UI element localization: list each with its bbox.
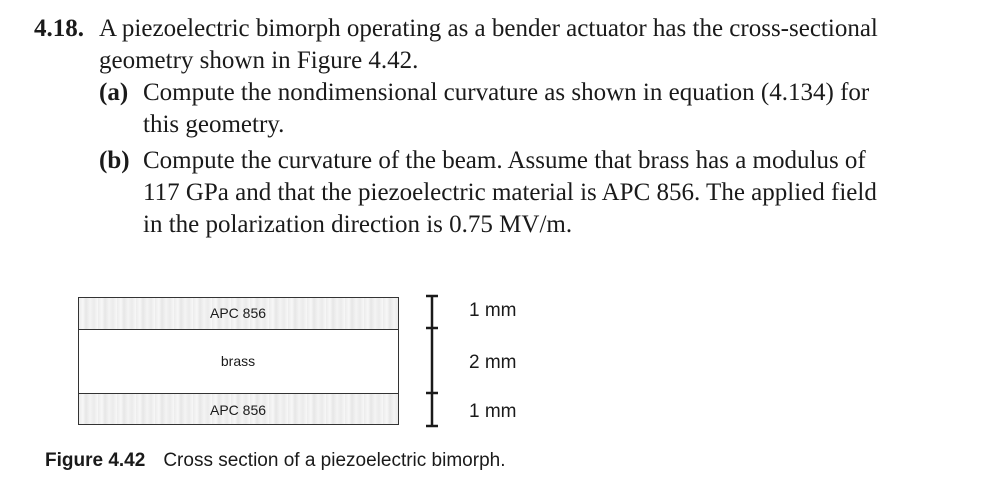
thickness-label-brass: 2 mm xyxy=(469,352,517,373)
layer-label-apc-bottom: APC 856 xyxy=(209,402,267,418)
part-b-line-1: Compute the curvature of the beam. Assume that brass has a modulus of xyxy=(143,147,866,174)
problem-number: 4.18. xyxy=(34,15,84,42)
problem-intro-line-2: geometry shown in Figure 4.42. xyxy=(99,47,419,74)
problem-intro-line-1: A piezoelectric bimorph operating as a bender actuator has the cross-sectional xyxy=(99,15,878,42)
part-b-line-2: 117 GPa and that the piezoelectric material is APC 856. The applied field xyxy=(143,179,877,206)
part-a-label: (a) xyxy=(99,79,129,106)
dimension-bar-icon xyxy=(422,292,442,430)
layer-boundary-line xyxy=(78,424,399,425)
figure-caption-number: Figure 4.42 xyxy=(45,450,146,471)
layer-boundary-line xyxy=(78,297,399,298)
part-b-line-3: in the polarization direction is 0.75 MV/m. xyxy=(143,211,573,238)
part-a-line-2: this geometry. xyxy=(143,111,285,138)
layer-boundary-line xyxy=(78,329,399,330)
part-a-line-1: Compute the nondimensional curvature as shown in equation (4.134) for xyxy=(143,79,870,106)
figure-caption-text: Cross section of a piezoelectric bimorph. xyxy=(163,450,506,471)
layer-label-apc-top: APC 856 xyxy=(209,305,267,321)
part-b-label: (b) xyxy=(99,147,130,174)
thickness-label-apc-bottom: 1 mm xyxy=(469,401,517,422)
figure-caption xyxy=(45,450,505,472)
layer-boundary-line xyxy=(78,393,399,394)
layer-label-brass: brass xyxy=(220,353,256,369)
thickness-label-apc-top: 1 mm xyxy=(469,300,517,321)
